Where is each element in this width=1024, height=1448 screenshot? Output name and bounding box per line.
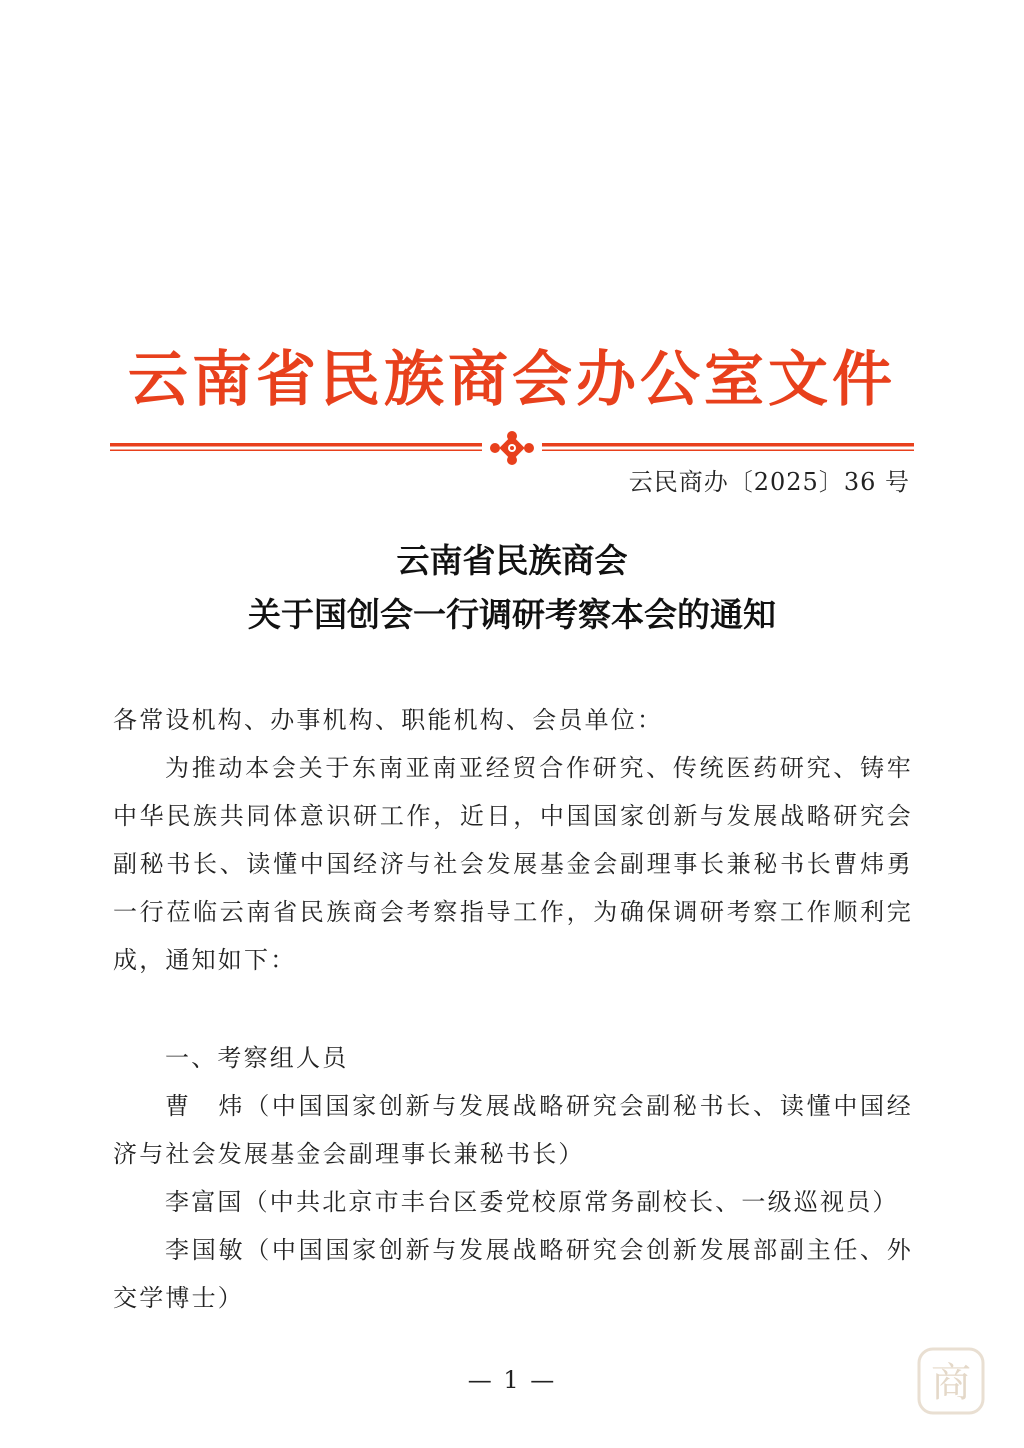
title-line-2: 关于国创会一行调研考察本会的通知 (248, 595, 776, 634)
intro-paragraph: 为推动本会关于东南亚南亚经贸合作研究、传统医药研究、铸牢中华民族共同体意识研工作，近日，中国国家创新与发展战略研究会副秘书长、读懂中国经济与社会发展基金会副理事长兼秘书长曹炜勇一行莅临云南省民族商会考察指导工作，为确保调研考察工作顺利完成，通知如下： (113, 754, 913, 974)
salutation: 各常设机构、办事机构、职能机构、会员单位： (113, 706, 664, 734)
title-line-1: 云南省民族商会 (396, 541, 628, 580)
section-heading: 一、考察组人员 (165, 1044, 349, 1072)
document-number: 云民商办〔2025〕36 号 (628, 468, 910, 496)
watermark-glyph: 商 (931, 1360, 971, 1406)
document-body (113, 696, 913, 1322)
document-title (0, 534, 1024, 642)
page-number: — 1 — (467, 1366, 557, 1394)
header-divider (110, 430, 914, 466)
document-header-title: 云南省民族商会办公室文件 (128, 345, 896, 415)
shang-watermark-icon (916, 1346, 986, 1416)
member-item: 李富国（中共北京市丰台区委党校原常务副校长、一级巡视员） (165, 1188, 899, 1216)
member-item: 李国敏（中国国家创新与发展战略研究会创新发展部副主任、外交学博士） (113, 1236, 913, 1312)
ornament-icon (490, 431, 534, 465)
member-item: 曹 炜（中国国家创新与发展战略研究会副秘书长、读懂中国经济与社会发展基金会副理事长兼秘书长） (113, 1092, 913, 1168)
